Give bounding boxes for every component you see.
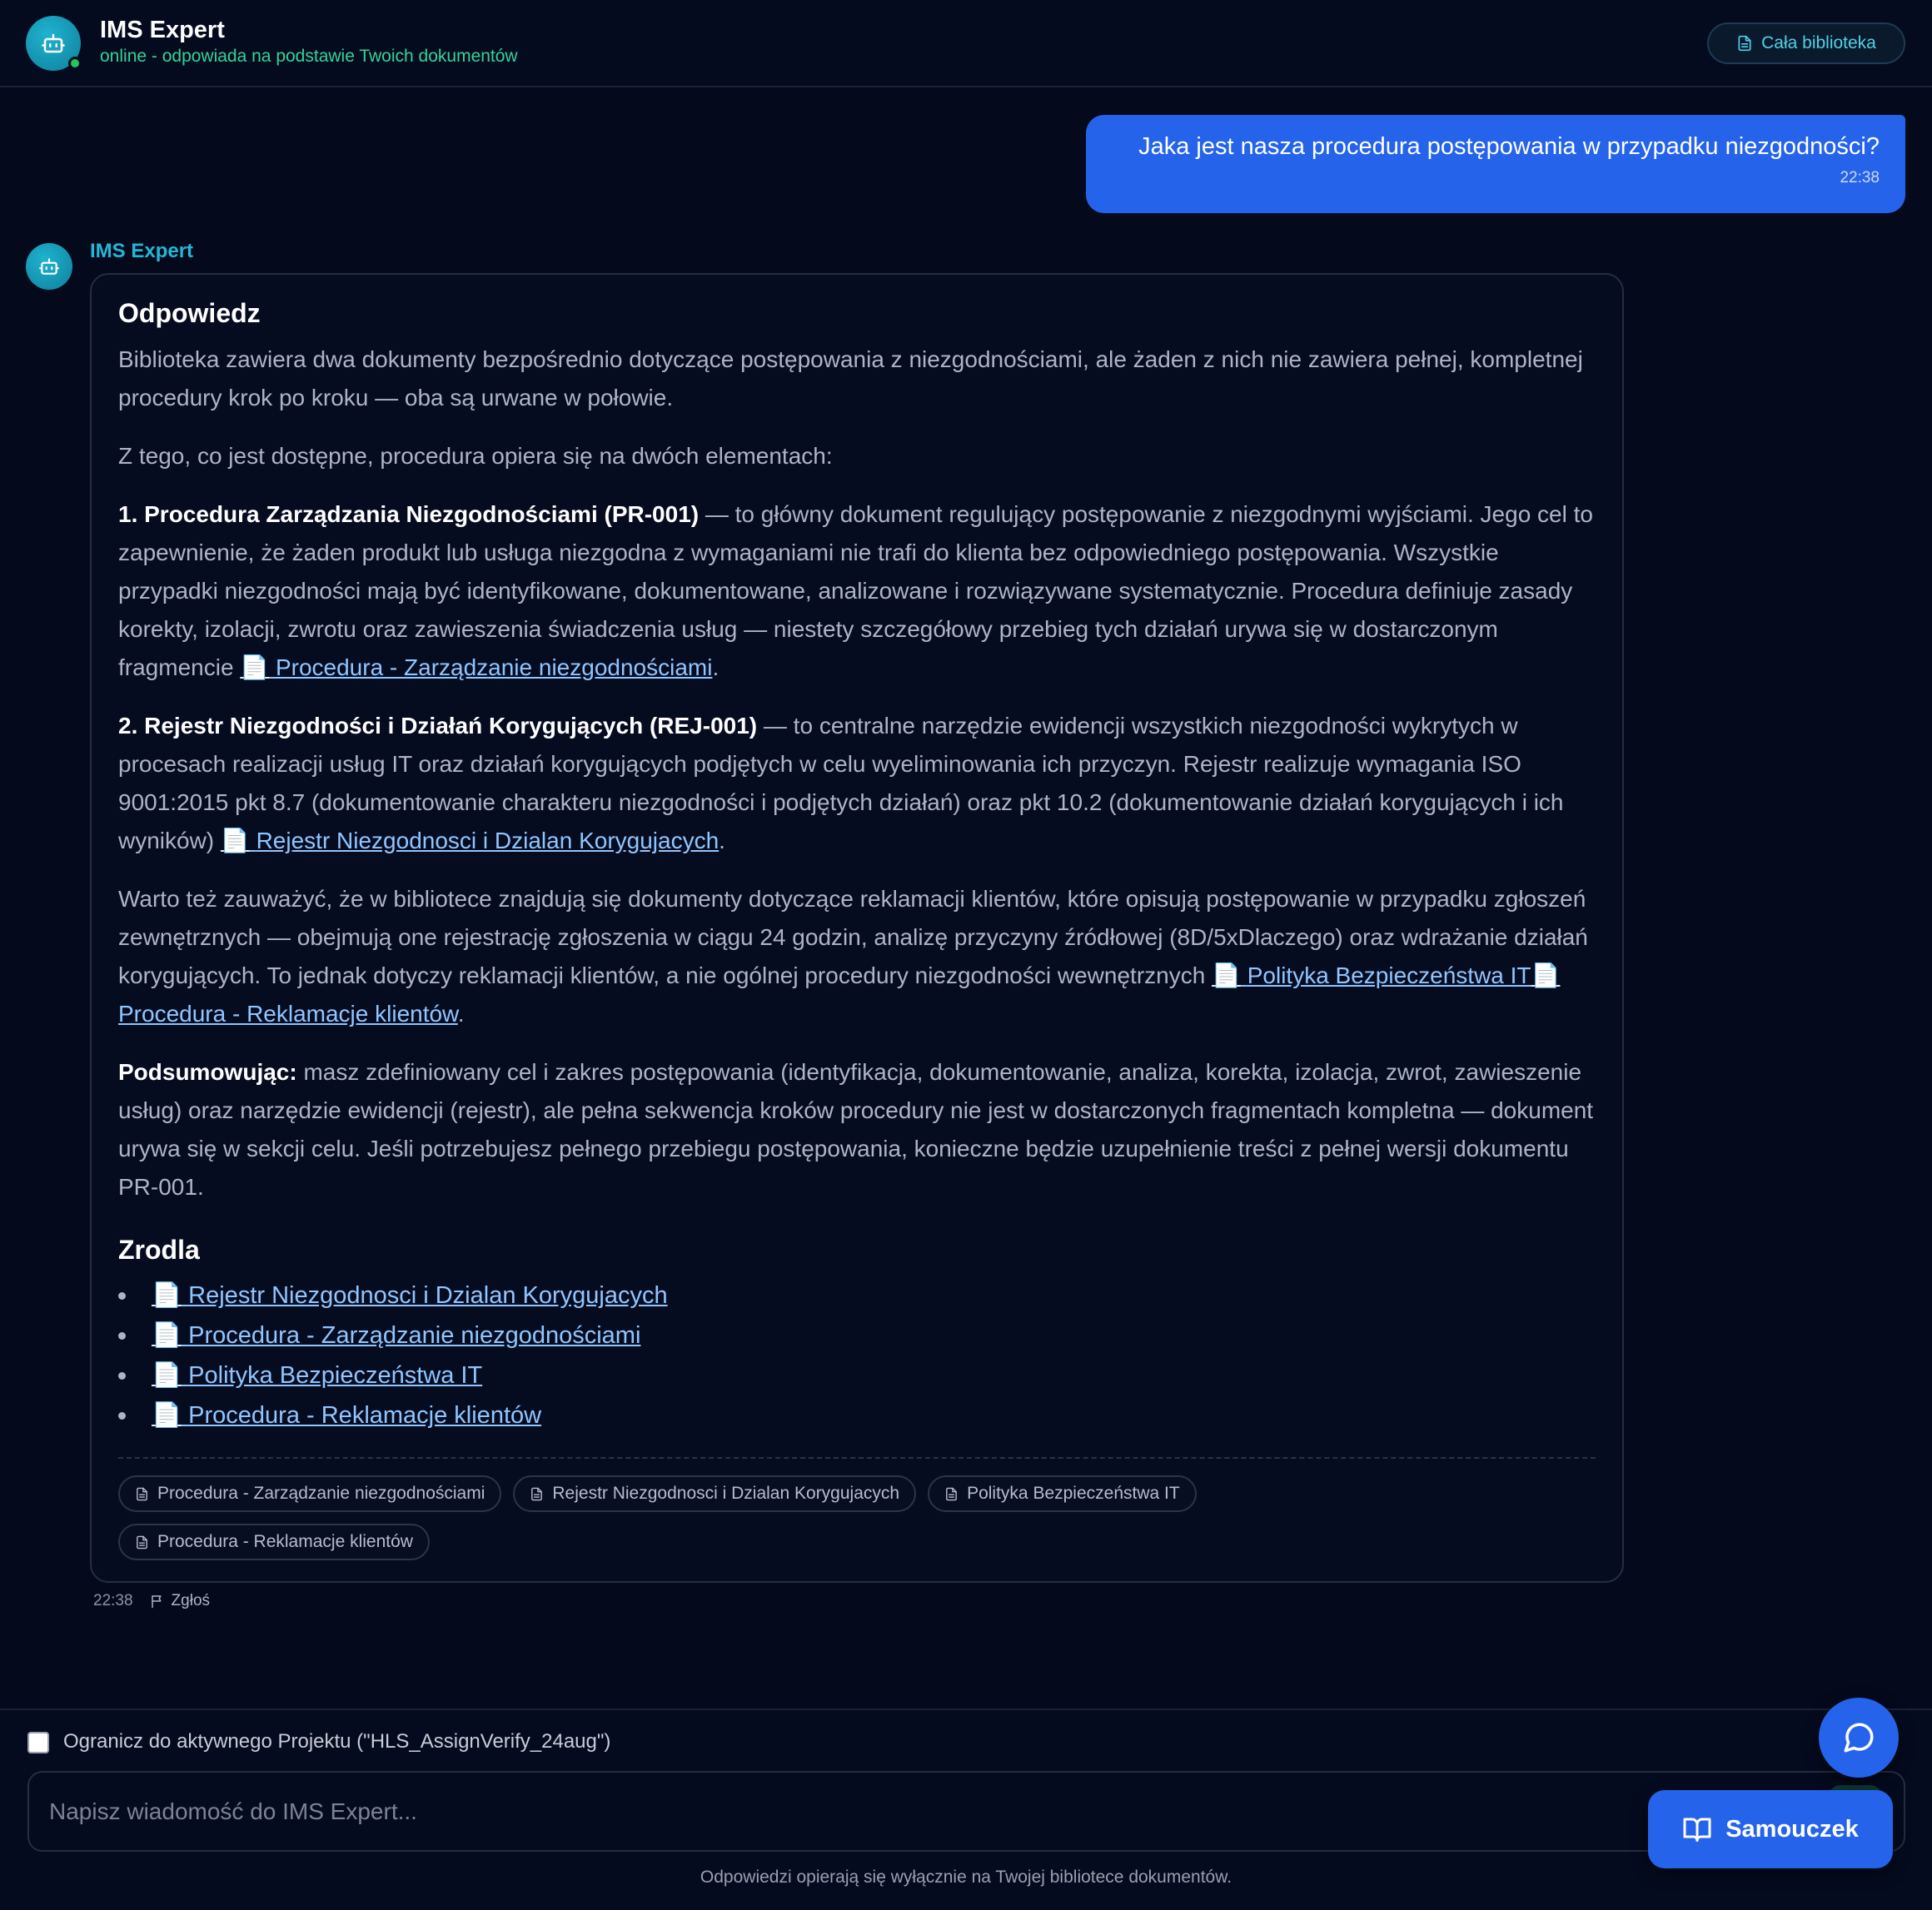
sources-list (118, 1276, 1596, 1435)
inline-doc-link-rejestr[interactable] (221, 828, 719, 853)
document-icon: 📄 (152, 1402, 182, 1429)
bot-message-avatar (26, 243, 72, 290)
sentence-period: . (719, 828, 725, 853)
list-item (118, 1276, 1596, 1316)
tutorial-button[interactable] (1648, 1790, 1893, 1868)
answer-paragraph-5 (118, 880, 1596, 1033)
answer-summary-text: masz zdefiniowany cel i zakres postępowania (identyfikacja, dokumentowanie, analiza, korekta, izolacja, zwrot, zawieszenie usług) oraz narzędzie ewidencji (rejestr), ale pełna sekwencja kroków procedury nie jest w dostarczonych fragmentach kompletna — dokument urywa się w sekcji celu. Jeśli potrzebujesz pełnego przebiegu postępowania, konieczne będzie uzupełnienie treści z pełnej wersji dokumentu PR-001. (118, 1059, 1594, 1200)
user-message-time: 22:38 (1840, 169, 1880, 187)
document-icon: 📄 (1531, 962, 1561, 988)
source-link[interactable] (152, 1322, 640, 1349)
source-link-label: Procedura - Zarządzanie niezgodnościami (188, 1322, 641, 1349)
document-icon: 📄 (240, 654, 270, 680)
source-chip-label: Procedura - Reklamacje klientów (157, 1532, 413, 1551)
user-message-text: Jaka jest nasza procedura postępowania w przypadku niezgodności? (1138, 133, 1880, 160)
list-item (118, 1395, 1596, 1435)
source-link[interactable] (152, 1282, 668, 1309)
robot-icon (38, 256, 60, 277)
document-icon: 📄 (152, 1322, 182, 1349)
whole-library-label: Cała biblioteka (1761, 33, 1876, 52)
answer-paragraph-4 (118, 707, 1596, 860)
answer-paragraph-2: Z tego, co jest dostępne, procedura opiera się na dwóch elementach: (118, 443, 833, 469)
inline-doc-link-label: Rejestr Niezgodnosci i Dzialan Korygujacych (256, 828, 720, 853)
source-link[interactable] (152, 1402, 541, 1429)
answer-paragraph-5-text: Warto też zauważyć, że w bibliotece znajdują się dokumenty dotyczące reklamacji klientów, które opisują postępowanie w przypadku zgłoszeń zewnętrznych — obejmują one rejestrację zgłoszenia w ciągu 24 godzin, analizę przyczyny źródłowej (8D/5xDlaczego) oraz wdrażanie działań korygujących. To jednak dotyczy reklamacji klientów, a nie ogólnej procedury niezgodności wewnętrznych (118, 886, 1588, 988)
document-icon (135, 1487, 149, 1501)
list-item (118, 1316, 1596, 1355)
bot-message-card (90, 273, 1624, 1583)
answer-heading: Odpowiedz (118, 298, 261, 328)
bot-message-sender: IMS Expert (90, 240, 194, 262)
source-chip[interactable] (118, 1524, 430, 1560)
bot-message-meta (93, 1592, 210, 1610)
footer-note: Odpowiedzi opierają się wyłącznie na Twojej bibliotece dokumentów. (700, 1868, 1232, 1887)
source-link-label: Rejestr Niezgodnosci i Dzialan Korygujacych (188, 1282, 668, 1309)
source-chips (118, 1475, 1367, 1560)
message-input-box (27, 1771, 1905, 1852)
answer-paragraph-3 (118, 495, 1596, 687)
inline-doc-link-label: Polityka Bezpieczeństwa IT (1247, 962, 1531, 988)
answer-summary-title: Podsumowując: (118, 1059, 297, 1085)
report-label: Zgłoś (171, 1592, 211, 1609)
limit-to-project-checkbox[interactable] (27, 1732, 49, 1753)
answer-point-2-title: 2. Rejestr Niezgodności i Działań Korygujących (REJ-001) (118, 713, 758, 739)
source-chip[interactable] (928, 1475, 1197, 1512)
source-chip-label: Rejestr Niezgodnosci i Dzialan Korygujacych (552, 1484, 900, 1503)
document-icon: 📄 (1212, 962, 1241, 988)
inline-doc-link-polityka[interactable] (1212, 962, 1531, 988)
answer-point-1-title: 1. Procedura Zarządzania Niezgodnościami (PR-001) (118, 501, 700, 527)
inline-doc-link-label: Procedura - Zarządzanie niezgodnościami (275, 654, 713, 680)
message-input[interactable] (49, 1773, 1631, 1850)
robot-icon (41, 31, 66, 56)
document-icon: 📄 (152, 1362, 182, 1389)
bot-message-time: 22:38 (93, 1592, 133, 1609)
sources-divider (118, 1457, 1596, 1459)
sentence-period: . (457, 1001, 465, 1027)
chat-header (0, 0, 1932, 87)
answer-point-1-text: — to główny dokument regulujący postępowanie z niezgodnymi wyjściami. Jego cel to zapewnienie, że żaden produkt lub usługa niezgodna z wymaganiami nie trafi do klienta bez odpowiedniego postępowania. Wszystkie przypadki niezgodności mają być identyfikowane, dokumentowane, analizowane i rozwiązywane systematycznie. Procedura definiuje zasady korekty, izolacji, zwrotu oraz zawieszenia świadczenia usług — niestety szczegółowy przebieg tych działań urywa się w dostarczonym fragmencie (118, 501, 1593, 680)
limit-to-project-label[interactable]: Ogranicz do aktywnego Projektu ("HLS_AssignVerify_24aug") (63, 1730, 611, 1753)
document-icon (530, 1487, 544, 1501)
document-icon (1736, 35, 1753, 52)
list-item (118, 1355, 1596, 1395)
inline-doc-link-label: Procedura - Reklamacje klientów (118, 1001, 458, 1027)
chat-bubble-icon (1841, 1720, 1876, 1755)
user-message-bubble (1086, 115, 1905, 213)
inline-doc-link-procedura-niezgodnosci[interactable] (240, 654, 712, 680)
source-chip[interactable] (118, 1475, 501, 1512)
chat-fab-button[interactable] (1819, 1698, 1899, 1778)
document-icon (944, 1487, 959, 1501)
document-icon: 📄 (152, 1282, 182, 1309)
source-chip-label: Polityka Bezpieczeństwa IT (967, 1484, 1180, 1503)
source-chip-label: Procedura - Zarządzanie niezgodnościami (157, 1484, 485, 1503)
book-open-icon (1682, 1814, 1712, 1844)
answer-summary (118, 1053, 1596, 1206)
answer-point-2-text: — to centralne narzędzie ewidencji wszystkich niezgodności wykrytych w procesach realizacji usług IT oraz działań korygujących podjętych w celu wyeliminowania ich przyczyn. Rejestr realizuje wymagania ISO 9001:2015 pkt 8.7 (dokumentowanie charakteru niezgodności i podjętych działań) oraz pkt 10.2 (dokumentowanie działań korygujących i ich wyników) (118, 713, 1564, 853)
tutorial-label: Samouczek (1725, 1815, 1859, 1843)
source-link[interactable] (152, 1362, 482, 1389)
chat-status-subtitle: online - odpowiada na podstawie Twoich dokumentów (100, 47, 518, 66)
document-icon (135, 1535, 149, 1549)
online-status-dot (68, 57, 82, 70)
sentence-period: . (712, 654, 720, 680)
source-link-label: Polityka Bezpieczeństwa IT (188, 1362, 483, 1389)
sources-heading: Zrodla (118, 1235, 200, 1265)
source-chip[interactable] (513, 1475, 916, 1512)
whole-library-button[interactable] (1707, 22, 1905, 64)
flag-icon (150, 1594, 165, 1609)
report-button[interactable] (150, 1592, 210, 1610)
answer-paragraph-1: Biblioteka zawiera dwa dokumenty bezpośrednio dotyczące postępowania z niezgodnościami, ale żaden z nich nie zawiera pełnej, kompletnej procedury krok po kroku — oba są urwane w połowie. (118, 346, 1583, 410)
document-icon: 📄 (220, 828, 250, 853)
chat-title: IMS Expert (100, 17, 225, 43)
source-link-label: Procedura - Reklamacje klientów (188, 1402, 542, 1429)
